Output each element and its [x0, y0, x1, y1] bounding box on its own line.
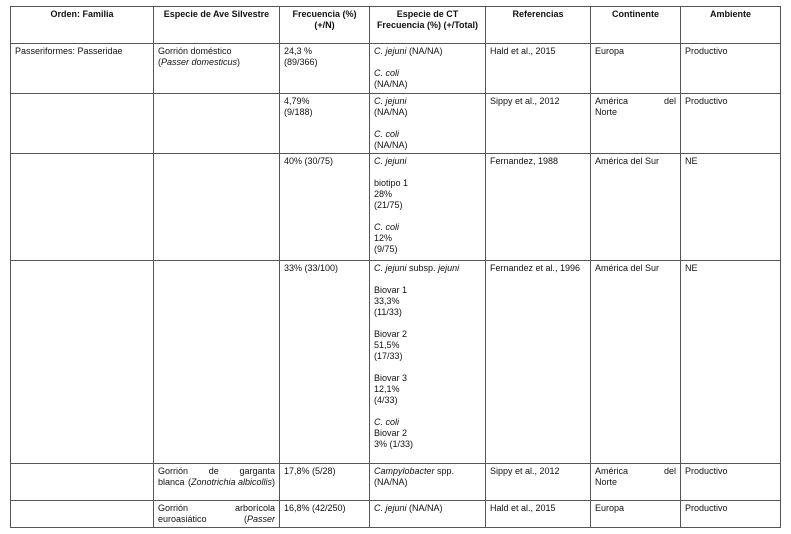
- ct-percent: 51,5%: [374, 340, 400, 350]
- cell-ct: [370, 261, 486, 464]
- especie-word: blanca: [158, 477, 185, 487]
- ct-species: C. coli: [374, 222, 400, 232]
- header-especie: Especie de Ave Silvestre: [154, 7, 280, 44]
- cell-ct: [370, 501, 486, 528]
- header-especie-ct: Especie de CT Frecuencia (%) (+/Total): [370, 7, 486, 44]
- table-row: [11, 464, 781, 501]
- cell-ct: [370, 94, 486, 154]
- cell-orden: [11, 44, 154, 94]
- cell-ambiente: Productivo: [681, 464, 781, 501]
- especie-word: euroasiático: [158, 514, 207, 524]
- cell-ambiente: NE: [681, 261, 781, 464]
- ct-biovar: Biovar 2: [374, 428, 408, 438]
- ct-line: [374, 263, 481, 274]
- ct-subsp-name: jejuni: [438, 263, 460, 273]
- cell-continente: [591, 464, 681, 501]
- table-row: [11, 44, 781, 94]
- cell-continente: Europa: [591, 44, 681, 94]
- cell-especie: [154, 261, 280, 464]
- header-referencias: Referencias: [486, 7, 591, 44]
- especie-line: [158, 477, 275, 488]
- ct-value: (17/33): [374, 351, 403, 361]
- frecuencia-value: 4,79%: [284, 96, 310, 106]
- cell-ambiente: Productivo: [681, 94, 781, 154]
- cell-continente: Europa: [591, 501, 681, 528]
- ct-value: (21/75): [374, 200, 403, 210]
- ct-value: (9/75): [374, 244, 398, 254]
- data-table: [10, 6, 781, 528]
- cell-especie: [154, 154, 280, 261]
- cell-referencia: Sippy et al., 2012: [486, 464, 591, 501]
- continente-word: Norte: [595, 477, 618, 487]
- cell-frecuencia: 33% (33/100): [280, 261, 370, 464]
- cell-frecuencia: [280, 94, 370, 154]
- cell-orden: [11, 464, 154, 501]
- ct-species: C. jejuni: [374, 96, 407, 106]
- cell-frecuencia: 16,8% (42/250): [280, 501, 370, 528]
- especie-name: Gorrión doméstico: [158, 46, 232, 56]
- especie-sci: Passer: [246, 514, 275, 524]
- ct-biovar: Biovar 3: [374, 373, 408, 383]
- ct-species: C. jejuni: [374, 156, 407, 166]
- frecuencia-count: (89/366): [284, 57, 318, 67]
- ct-value: (4/33): [374, 395, 398, 405]
- ct-subsp: subsp.: [409, 263, 436, 273]
- ct-value: 3% (1/33): [374, 439, 414, 449]
- table-row: [11, 261, 781, 464]
- cell-especie: [154, 464, 280, 501]
- especie-line: [158, 503, 275, 514]
- cell-continente: América del Sur: [591, 261, 681, 464]
- especie-line: [158, 514, 275, 525]
- especie-word: Gorrión: [158, 503, 189, 513]
- ct-line: [374, 46, 481, 57]
- ct-spp: spp.: [437, 466, 455, 476]
- continente-word: Norte: [595, 107, 618, 117]
- continente-word: del: [663, 96, 676, 106]
- cell-referencia: Fernandez, 1988: [486, 154, 591, 261]
- ct-biotype: biotipo 1: [374, 178, 409, 188]
- cell-especie: [154, 44, 280, 94]
- table-row: [11, 501, 781, 528]
- ct-line: [374, 466, 481, 477]
- continente-word: del: [663, 466, 676, 476]
- especie-sci: Zonotrichia albicollis: [190, 477, 272, 487]
- ct-value: (NA/NA): [374, 107, 408, 117]
- especie-sci-open: (Passer: [243, 514, 275, 524]
- table-row: [11, 94, 781, 154]
- cell-ambiente: NE: [681, 154, 781, 261]
- ct-value: (NA/NA): [374, 140, 408, 150]
- especie-word: Gorrión: [158, 466, 189, 476]
- continente-line: [595, 466, 676, 477]
- header-row: [11, 7, 781, 44]
- orden-text: Passeriformes: Passeridae: [15, 46, 123, 56]
- ct-species: C. coli: [374, 68, 400, 78]
- ct-line: [374, 503, 481, 514]
- cell-continente: América del Sur: [591, 154, 681, 261]
- frecuencia-value: 24,3 %: [284, 46, 313, 56]
- cell-orden: [11, 501, 154, 528]
- cell-ct: [370, 44, 486, 94]
- cell-ct: [370, 154, 486, 261]
- especie-word: de: [208, 466, 219, 476]
- table-row: [11, 154, 781, 261]
- cell-frecuencia: 17,8% (5/28): [280, 464, 370, 501]
- cell-referencia: Fernandez et al., 1996: [486, 261, 591, 464]
- ct-value: (NA/NA): [409, 46, 443, 56]
- ct-percent: 12%: [374, 233, 393, 243]
- ct-species: C. coli: [374, 129, 400, 139]
- ct-value: (NA/NA): [409, 503, 443, 513]
- ct-species: Campylobacter: [374, 466, 435, 476]
- ct-percent: 28%: [374, 189, 393, 199]
- ct-percent: 33,3%: [374, 296, 400, 306]
- cell-continente: [591, 94, 681, 154]
- ct-species: C. jejuni: [374, 263, 407, 273]
- frecuencia-count: (9/188): [284, 107, 313, 117]
- ct-species: C. jejuni: [374, 46, 407, 56]
- header-orden: Orden: Familia: [11, 7, 154, 44]
- cell-ambiente: Productivo: [681, 44, 781, 94]
- ct-biovar: Biovar 1: [374, 285, 408, 295]
- especie-sci-open: (Zonotrichia albicollis): [187, 477, 275, 487]
- continente-word: América: [595, 96, 629, 106]
- especie-sci-wrap: (Passer domesticus): [158, 57, 241, 67]
- cell-orden: [11, 94, 154, 154]
- ct-value: (NA/NA): [374, 477, 408, 487]
- ct-percent: 12,1%: [374, 384, 400, 394]
- especie-line: [158, 466, 275, 477]
- cell-frecuencia: 40% (30/75): [280, 154, 370, 261]
- ct-species: C. jejuni: [374, 503, 407, 513]
- especie-word: garganta: [239, 466, 275, 476]
- header-continente: Continente: [591, 7, 681, 44]
- ct-value: (NA/NA): [374, 79, 408, 89]
- cell-ct: [370, 464, 486, 501]
- continente-line: [595, 96, 676, 107]
- continente-word: América: [595, 466, 629, 476]
- cell-referencia: Hald et al., 2015: [486, 44, 591, 94]
- header-ambiente: Ambiente: [681, 7, 781, 44]
- cell-ambiente: Productivo: [681, 501, 781, 528]
- ct-biovar: Biovar 2: [374, 329, 408, 339]
- cell-frecuencia: [280, 44, 370, 94]
- cell-orden: [11, 154, 154, 261]
- header-frecuencia: Frecuencia (%) (+/N): [280, 7, 370, 44]
- ct-value: (11/33): [374, 307, 402, 317]
- cell-especie: [154, 501, 280, 528]
- cell-referencia: Sippy et al., 2012: [486, 94, 591, 154]
- ct-species: C. coli: [374, 417, 400, 427]
- cell-orden: [11, 261, 154, 464]
- cell-referencia: Hald et al., 2015: [486, 501, 591, 528]
- especie-sci: Passer domesticus: [161, 57, 238, 67]
- cell-especie: [154, 94, 280, 154]
- especie-word: arborícola: [234, 503, 275, 513]
